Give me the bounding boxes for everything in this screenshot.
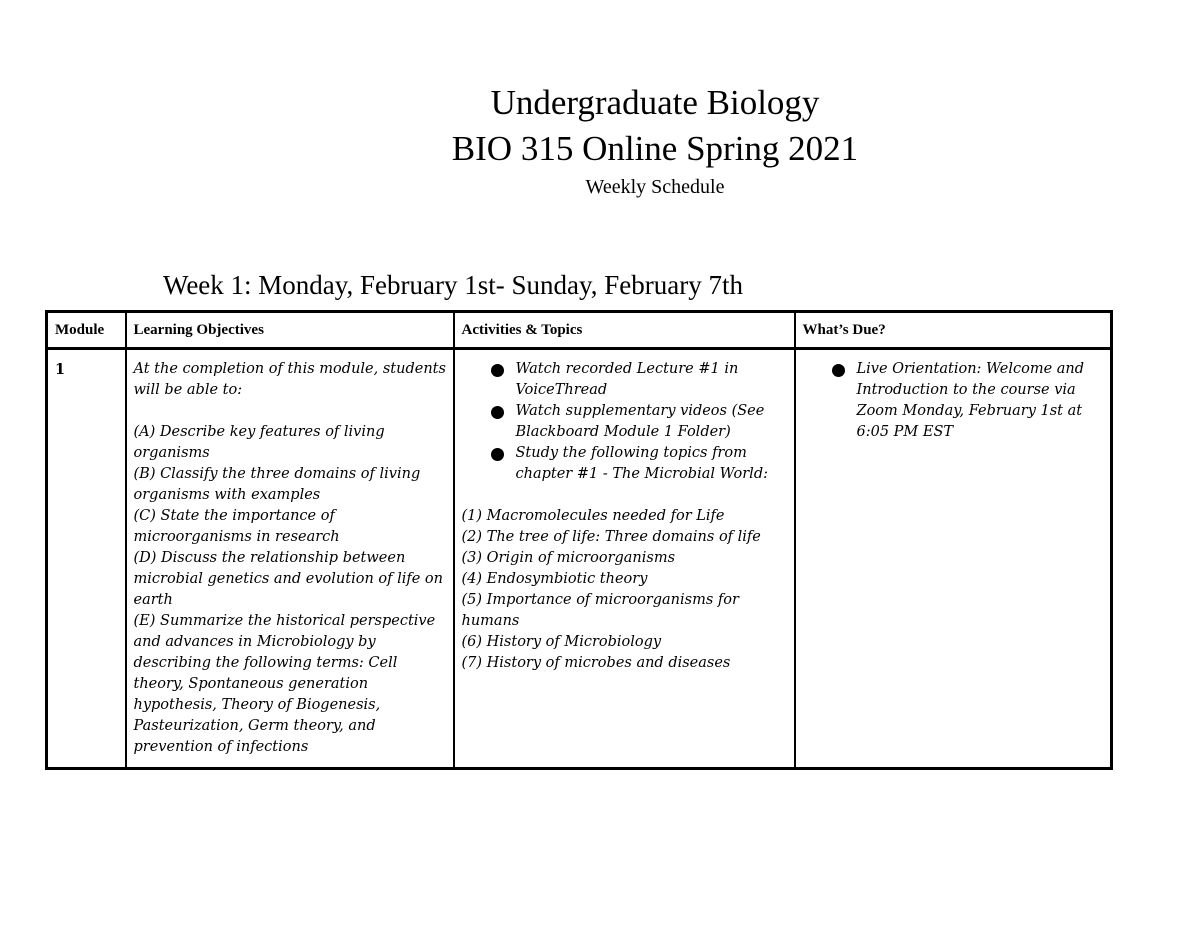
column-header-whats-due: What’s Due? (795, 312, 1112, 349)
topic-item: (6) History of Microbiology (461, 634, 662, 650)
due-list (803, 359, 1105, 443)
bullet-icon (491, 406, 504, 419)
list-item (462, 359, 788, 401)
list-item (803, 359, 1105, 443)
topic-item: (3) Origin of microorganisms (461, 550, 676, 566)
bullet-icon (491, 364, 504, 377)
objective-item: (D) Discuss the relationship between microbial genetics and evolution of life on earth (133, 550, 443, 608)
week-heading: Week 1: Monday, February 1st- Sunday, February 7th (163, 270, 743, 300)
spacer (462, 485, 788, 506)
topic-item: (5) Importance of microorganisms for humans (461, 592, 739, 629)
table-header-row (47, 312, 1112, 349)
schedule-table (45, 310, 1113, 770)
activities-list (462, 359, 788, 485)
topic-item: (7) History of microbes and diseases (461, 655, 731, 671)
topic-item: (1) Macromolecules needed for Life (461, 508, 725, 524)
column-header-module: Module (47, 312, 126, 349)
page-title: Undergraduate Biology (490, 83, 820, 122)
list-item (462, 443, 788, 485)
spacer (134, 401, 447, 422)
topic-item: (2) The tree of life: Three domains of life (461, 529, 761, 545)
module-number: 1 (47, 349, 126, 769)
objective-item: (B) Classify the three domains of living organisms with examples (133, 466, 421, 503)
activity-text: Watch recorded Lecture #1 in VoiceThread (515, 361, 739, 398)
objectives-intro: At the completion of this module, students will be able to: (133, 361, 446, 398)
whats-due-cell (795, 349, 1112, 769)
learning-objectives-cell (126, 349, 454, 769)
bullet-icon (832, 364, 845, 377)
objective-item: (E) Summarize the historical perspective and advances in Microbiology by describing the following terms: Cell theory, Spontaneous generation hypothesis, Theory of Biogenesis, Pasteurization, Germ theory, and prevention of infections (133, 613, 436, 755)
activity-text: Watch supplementary videos (See Blackboard Module 1 Folder) (515, 403, 765, 440)
objective-item: (C) State the importance of microorganisms in research (133, 508, 340, 545)
table-row (47, 349, 1112, 769)
topic-item: (4) Endosymbiotic theory (461, 571, 648, 587)
bullet-icon (491, 448, 504, 461)
column-header-activities-topics: Activities & Topics (454, 312, 795, 349)
course-title: BIO 315 Online Spring 2021 (451, 129, 859, 168)
list-item (462, 401, 788, 443)
page-subtitle: Weekly Schedule (585, 176, 725, 198)
objective-item: (A) Describe key features of living organisms (133, 424, 385, 461)
activities-topics-cell (454, 349, 795, 769)
due-item-text: Live Orientation: Welcome and Introduction to the course via Zoom Monday, February 1st at 6:05 PM EST (856, 361, 1085, 440)
activity-text: Study the following topics from chapter #1 - The Microbial World: (515, 445, 768, 482)
document-header (0, 80, 1200, 202)
column-header-learning-objectives: Learning Objectives (126, 312, 454, 349)
